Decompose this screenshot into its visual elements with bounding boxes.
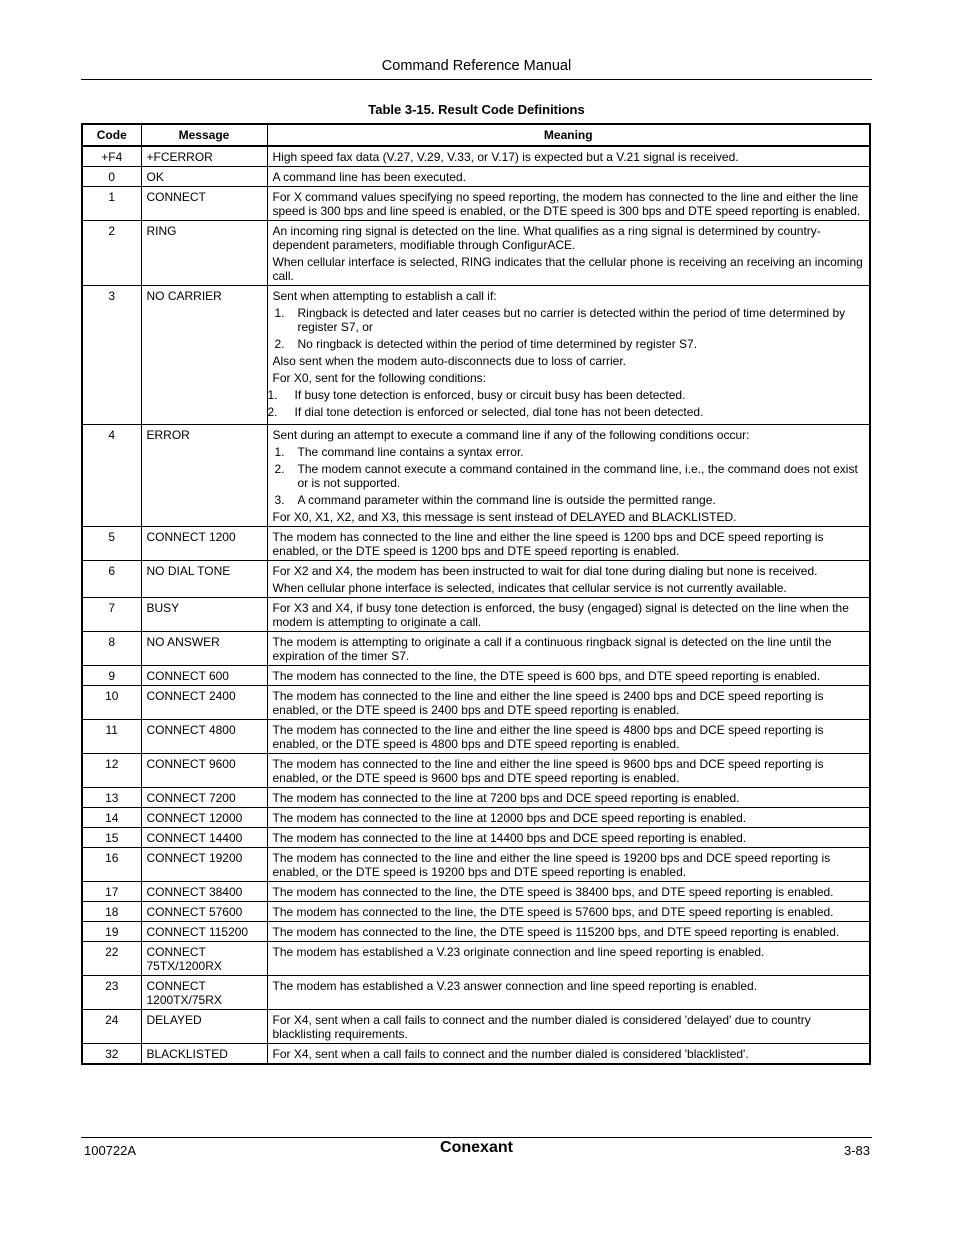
cell-meaning	[267, 902, 870, 922]
cell-meaning	[267, 286, 870, 425]
meaning-paragraph: The modem has connected to the line and either the line speed is 9600 bps and DCE speed reporting is enabled, or the DTE speed is 9600 bps and DTE speed reporting is enabled.	[272, 757, 824, 785]
cell-code: 10	[82, 686, 141, 720]
cell-meaning	[267, 788, 870, 808]
meaning-paragraph: For X2 and X4, the modem has been instructed to wait for dial tone during dialing but none is received.	[272, 564, 818, 578]
cell-message: CONNECT 1200	[141, 527, 267, 561]
cell-meaning	[267, 167, 870, 187]
list-item-number: 1.	[274, 306, 285, 320]
table-row	[82, 720, 870, 754]
table-row	[82, 598, 870, 632]
meaning-paragraph: For X0, X1, X2, and X3, this message is sent instead of DELAYED and BLACKLISTED.	[272, 510, 737, 524]
cell-code: 12	[82, 754, 141, 788]
footer-company-name: Conexant	[440, 1139, 513, 1156]
list-item-number: 2.	[274, 337, 285, 351]
cell-message: CONNECT 2400	[141, 686, 267, 720]
cell-message: CONNECT 12000	[141, 808, 267, 828]
table-row	[82, 146, 870, 167]
list-item-text: If dial tone detection is enforced or selected, dial tone has not been detected.	[294, 405, 704, 419]
cell-code: 11	[82, 720, 141, 754]
table-row	[82, 882, 870, 902]
meaning-paragraph: The modem has connected to the line, the DTE speed is 115200 bps, and DTE speed reporting is enabled.	[272, 925, 840, 939]
meaning-list-item	[268, 388, 865, 402]
meaning-paragraph: For X0, sent for the following conditions:	[272, 371, 486, 385]
cell-meaning	[267, 527, 870, 561]
table-row	[82, 425, 870, 527]
cell-message: CONNECT 7200	[141, 788, 267, 808]
meaning-paragraph: For X4, sent when a call fails to connect and the number dialed is considered 'delayed' due to country blacklisting requirements.	[272, 1013, 811, 1041]
footer-divider	[81, 1137, 872, 1138]
cell-code: 7	[82, 598, 141, 632]
cell-message: CONNECT 14400	[141, 828, 267, 848]
cell-message: CONNECT 115200	[141, 922, 267, 942]
result-code-table	[81, 123, 871, 1065]
cell-meaning	[267, 561, 870, 598]
column-header-meaning: Meaning	[267, 124, 870, 146]
meaning-paragraph: The modem has connected to the line at 12000 bps and DCE speed reporting is enabled.	[272, 811, 747, 825]
cell-meaning	[267, 187, 870, 221]
cell-meaning	[267, 632, 870, 666]
table-row	[82, 666, 870, 686]
cell-message: CONNECT 1200TX/75RX	[141, 976, 267, 1010]
meaning-paragraph: The modem has connected to the line at 14400 bps and DCE speed reporting is enabled.	[272, 831, 747, 845]
table-row	[82, 286, 870, 425]
cell-message: BUSY	[141, 598, 267, 632]
list-item-text: Ringback is detected and later ceases but no carrier is detected within the period of time determined by register S7, or	[297, 306, 846, 334]
cell-meaning	[267, 425, 870, 527]
meaning-list-item	[268, 405, 865, 419]
cell-message: CONNECT 57600	[141, 902, 267, 922]
cell-code: 22	[82, 942, 141, 976]
cell-meaning	[267, 942, 870, 976]
meaning-paragraph: The modem has connected to the line and either the line speed is 4800 bps and DCE speed reporting is enabled, or the DTE speed is 4800 bps and DTE speed reporting is enabled.	[272, 723, 824, 751]
cell-code: 24	[82, 1010, 141, 1044]
page-header-title: Command Reference Manual	[381, 58, 572, 74]
meaning-paragraph: The modem has established a V.23 answer connection and line speed reporting is enabled.	[272, 979, 758, 993]
cell-code: 1	[82, 187, 141, 221]
cell-meaning	[267, 146, 870, 167]
cell-meaning	[267, 666, 870, 686]
meaning-paragraph: The modem has established a V.23 originate connection and line speed reporting is enabled.	[272, 945, 765, 959]
meaning-paragraph: High speed fax data (V.27, V.29, V.33, or V.17) is expected but a V.21 signal is received.	[272, 150, 739, 164]
table-row	[82, 902, 870, 922]
cell-meaning	[267, 882, 870, 902]
meaning-list-item	[275, 337, 865, 351]
meaning-paragraph: The modem has connected to the line, the DTE speed is 57600 bps, and DTE speed reporting is enabled.	[272, 905, 834, 919]
cell-message: CONNECT 9600	[141, 754, 267, 788]
meaning-list-item	[275, 445, 865, 459]
cell-message: ERROR	[141, 425, 267, 527]
cell-code: 19	[82, 922, 141, 942]
list-item-text: A command parameter within the command line is outside the permitted range.	[297, 493, 716, 507]
meaning-paragraph: Also sent when the modem auto-disconnects due to loss of carrier.	[272, 354, 627, 368]
cell-code: 9	[82, 666, 141, 686]
cell-code: 17	[82, 882, 141, 902]
cell-message: NO CARRIER	[141, 286, 267, 425]
cell-code: 14	[82, 808, 141, 828]
cell-message: CONNECT 600	[141, 666, 267, 686]
header-divider	[81, 79, 872, 80]
meaning-list-item	[275, 306, 865, 334]
cell-meaning	[267, 1044, 870, 1065]
meaning-paragraph: The modem has connected to the line, the DTE speed is 600 bps, and DTE speed reporting is enabled.	[272, 669, 821, 683]
list-item-number: 1.	[274, 445, 285, 459]
cell-message: NO ANSWER	[141, 632, 267, 666]
cell-code: 8	[82, 632, 141, 666]
cell-message: CONNECT 38400	[141, 882, 267, 902]
meaning-list-item	[275, 462, 865, 490]
meaning-paragraph: Sent during an attempt to execute a command line if any of the following conditions occur:	[272, 428, 750, 442]
cell-code: 15	[82, 828, 141, 848]
list-item-number: 2.	[267, 405, 278, 419]
table-header-row	[82, 124, 870, 146]
meaning-paragraph: The modem has connected to the line at 7200 bps and DCE speed reporting is enabled.	[272, 791, 740, 805]
table-row	[82, 828, 870, 848]
cell-meaning	[267, 1010, 870, 1044]
cell-message: CONNECT 4800	[141, 720, 267, 754]
cell-message: OK	[141, 167, 267, 187]
meaning-paragraph: The modem has connected to the line, the DTE speed is 38400 bps, and DTE speed reporting is enabled.	[272, 885, 834, 899]
cell-message: DELAYED	[141, 1010, 267, 1044]
table-row	[82, 1044, 870, 1065]
meaning-paragraph: For X command values specifying no speed reporting, the modem has connected to the line and either the line speed is 300 bps and line speed is enabled, or the DTE speed is 300 bps and DTE speed reporting is enabled.	[272, 190, 861, 218]
table-row	[82, 754, 870, 788]
cell-code: 6	[82, 561, 141, 598]
cell-meaning	[267, 976, 870, 1010]
meaning-paragraph: For X4, sent when a call fails to connect and the number dialed is considered 'blacklisted'.	[272, 1047, 749, 1061]
table-row	[82, 167, 870, 187]
table-row	[82, 922, 870, 942]
meaning-paragraph: When cellular interface is selected, RING indicates that the cellular phone is receiving an receiving an incoming call.	[272, 255, 863, 283]
cell-message: CONNECT	[141, 187, 267, 221]
meaning-list-item	[275, 493, 865, 507]
cell-code: 5	[82, 527, 141, 561]
list-item-text: If busy tone detection is enforced, busy or circuit busy has been detected.	[294, 388, 686, 402]
cell-meaning	[267, 686, 870, 720]
table-row	[82, 942, 870, 976]
list-item-text: The command line contains a syntax error.	[297, 445, 524, 459]
table-row	[82, 187, 870, 221]
table-row	[82, 788, 870, 808]
column-header-code: Code	[82, 124, 141, 146]
meaning-paragraph: When cellular phone interface is selected, indicates that cellular service is not currently available.	[272, 581, 787, 595]
meaning-paragraph: Sent when attempting to establish a call if:	[272, 289, 497, 303]
table-row	[82, 1010, 870, 1044]
cell-meaning	[267, 598, 870, 632]
table-row	[82, 686, 870, 720]
cell-code: 18	[82, 902, 141, 922]
cell-meaning	[267, 221, 870, 286]
cell-code: 3	[82, 286, 141, 425]
cell-meaning	[267, 808, 870, 828]
table-caption: Table 3-15. Result Code Definitions	[368, 102, 585, 117]
meaning-paragraph: An incoming ring signal is detected on the line. What qualifies as a ring signal is determined by country-dependent parameters, modifiable through ConfigurACE.	[272, 224, 821, 252]
list-item-number: 2.	[274, 462, 285, 476]
cell-message: RING	[141, 221, 267, 286]
cell-code: 4	[82, 425, 141, 527]
list-item-text: No ringback is detected within the period of time determined by register S7.	[297, 337, 698, 351]
meaning-paragraph: The modem has connected to the line and either the line speed is 19200 bps and DCE speed reporting is enabled, or the DTE speed is 19200 bps and DTE speed reporting is enabled.	[272, 851, 831, 879]
list-item-number: 3.	[274, 493, 285, 507]
cell-meaning	[267, 922, 870, 942]
table-row	[82, 848, 870, 882]
table-row	[82, 527, 870, 561]
meaning-paragraph: A command line has been executed.	[272, 170, 466, 184]
cell-message: CONNECT 19200	[141, 848, 267, 882]
list-item-text: The modem cannot execute a command contained in the command line, i.e., the command does not exist or is not supported.	[297, 462, 858, 490]
table-row	[82, 976, 870, 1010]
column-header-message: Message	[141, 124, 267, 146]
footer-doc-number: 100722A	[84, 1143, 137, 1158]
table-row	[82, 632, 870, 666]
cell-code: 32	[82, 1044, 141, 1065]
cell-message: NO DIAL TONE	[141, 561, 267, 598]
meaning-paragraph: The modem is attempting to originate a call if a continuous ringback signal is detected on the line until the expiration of the timer S7.	[272, 635, 832, 663]
cell-meaning	[267, 848, 870, 882]
meaning-paragraph: The modem has connected to the line and either the line speed is 1200 bps and DCE speed reporting is enabled, or the DTE speed is 1200 bps and DTE speed reporting is enabled.	[272, 530, 824, 558]
cell-message: BLACKLISTED	[141, 1044, 267, 1065]
cell-message: +FCERROR	[141, 146, 267, 167]
table-row	[82, 221, 870, 286]
footer-page-number: 3-83	[843, 1143, 870, 1158]
meaning-paragraph: For X3 and X4, if busy tone detection is enforced, the busy (engaged) signal is detected on the line when the modem is attempting to originate a call.	[272, 601, 849, 629]
list-item-number: 1.	[267, 388, 278, 402]
table-row	[82, 561, 870, 598]
cell-message: CONNECT 75TX/1200RX	[141, 942, 267, 976]
cell-meaning	[267, 828, 870, 848]
cell-code: 13	[82, 788, 141, 808]
meaning-paragraph: The modem has connected to the line and either the line speed is 2400 bps and DCE speed reporting is enabled, or the DTE speed is 2400 bps and DTE speed reporting is enabled.	[272, 689, 824, 717]
cell-meaning	[267, 754, 870, 788]
cell-code: +F4	[82, 146, 141, 167]
cell-meaning	[267, 720, 870, 754]
table-body	[82, 146, 870, 1064]
table-row	[82, 808, 870, 828]
cell-code: 0	[82, 167, 141, 187]
cell-code: 16	[82, 848, 141, 882]
cell-code: 2	[82, 221, 141, 286]
cell-code: 23	[82, 976, 141, 1010]
